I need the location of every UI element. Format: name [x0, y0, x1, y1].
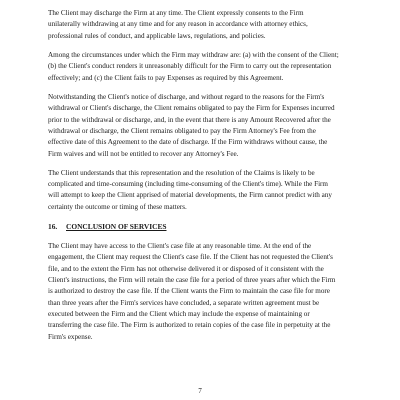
document-body — [48, 8, 342, 351]
text-line: executed between the Firm and the Client which may include the expense of maintaining or — [48, 310, 310, 319]
section-title: CONCLUSION OF SERVICES — [66, 222, 167, 232]
paragraph-withdrawal-circumstances — [48, 50, 342, 84]
text-line: will attempt to keep the Client apprised of material developments, the Firm cannot predict with any — [48, 191, 332, 200]
text-line: withdrawal or discharge, the Client remains obligated to pay the Firm Attorney's Fee from the — [48, 126, 316, 135]
text-line: certainty the outcome or timing of these matters. — [48, 202, 187, 211]
section-heading — [48, 221, 342, 232]
text-line: is authorized to destroy the case file. If the Client wants the Firm to maintain the case file for more — [48, 287, 330, 296]
text-line: engagement, the Client may request the Client's case file. If the Client has not requested the Client's — [48, 253, 333, 262]
text-line: effective date of this Agreement to the date of discharge. If the Firm withdraws without cause, the — [48, 138, 328, 147]
text-line: Notwithstanding the Client's notice of discharge, and without regard to the reasons for the Firm's — [48, 92, 325, 101]
text-line: Firm waives and will not be entitled to recover any Attorney's Fee. — [48, 149, 239, 158]
section-number: 16. — [48, 222, 58, 232]
text-line: prior to the withdrawal or discharge, and, in the event that there is any Amount Recovered after the — [48, 115, 331, 124]
text-line: The Client understands that this representation and the resolution of the Claims is likely to be — [48, 168, 315, 177]
text-line: unilaterally withdrawing at any time and for any reason in accordance with attorney ethics, — [48, 20, 308, 29]
text-line: The Client may discharge the Firm at any time. The Client expressly consents to the Firm — [48, 9, 304, 17]
text-line: The Client may have access to the Client's case file at any reasonable time. At the end of the — [48, 242, 312, 251]
paragraph-obligations — [48, 92, 342, 160]
text-line: file, and to the extent the Firm has not otherwise delivered it or disposed of it consistent with the — [48, 264, 324, 273]
paragraph-discharge — [48, 8, 342, 42]
paragraph-complexity — [48, 168, 342, 213]
text-line: complicated and time-consuming (including time-consuming of the Client's time). While the Firm — [48, 180, 328, 189]
text-line: professional rules of conduct, and applicable laws, regulations, and policies. — [48, 31, 266, 40]
text-line: Among the circumstances under which the Firm may withdraw are: (a) with the consent of the Client; — [48, 50, 339, 59]
text-line: than three years after the Firm's services have concluded, a separate written agreement must be — [48, 298, 320, 307]
text-line: Client's instructions, the Firm will retain the case file for a period of three years after which the Firm — [48, 276, 336, 285]
text-line: withdrawal or Client's discharge, the Client remains obligated to pay the Firm for Expenses incurred — [48, 104, 335, 113]
text-line: (b) the Client's conduct renders it unreasonably difficult for the Firm to carry out the representation — [48, 62, 332, 71]
text-line: Firm's expense. — [48, 332, 93, 341]
text-line: effectively; and (c) the Client fails to pay Expenses as required by this Agreement. — [48, 73, 284, 82]
page-number: 7 — [198, 387, 202, 395]
text-line: transferring the case file. The Firm is authorized to retain copies of the case file in perpetuity at the — [48, 321, 331, 330]
paragraph-case-file — [48, 241, 342, 343]
